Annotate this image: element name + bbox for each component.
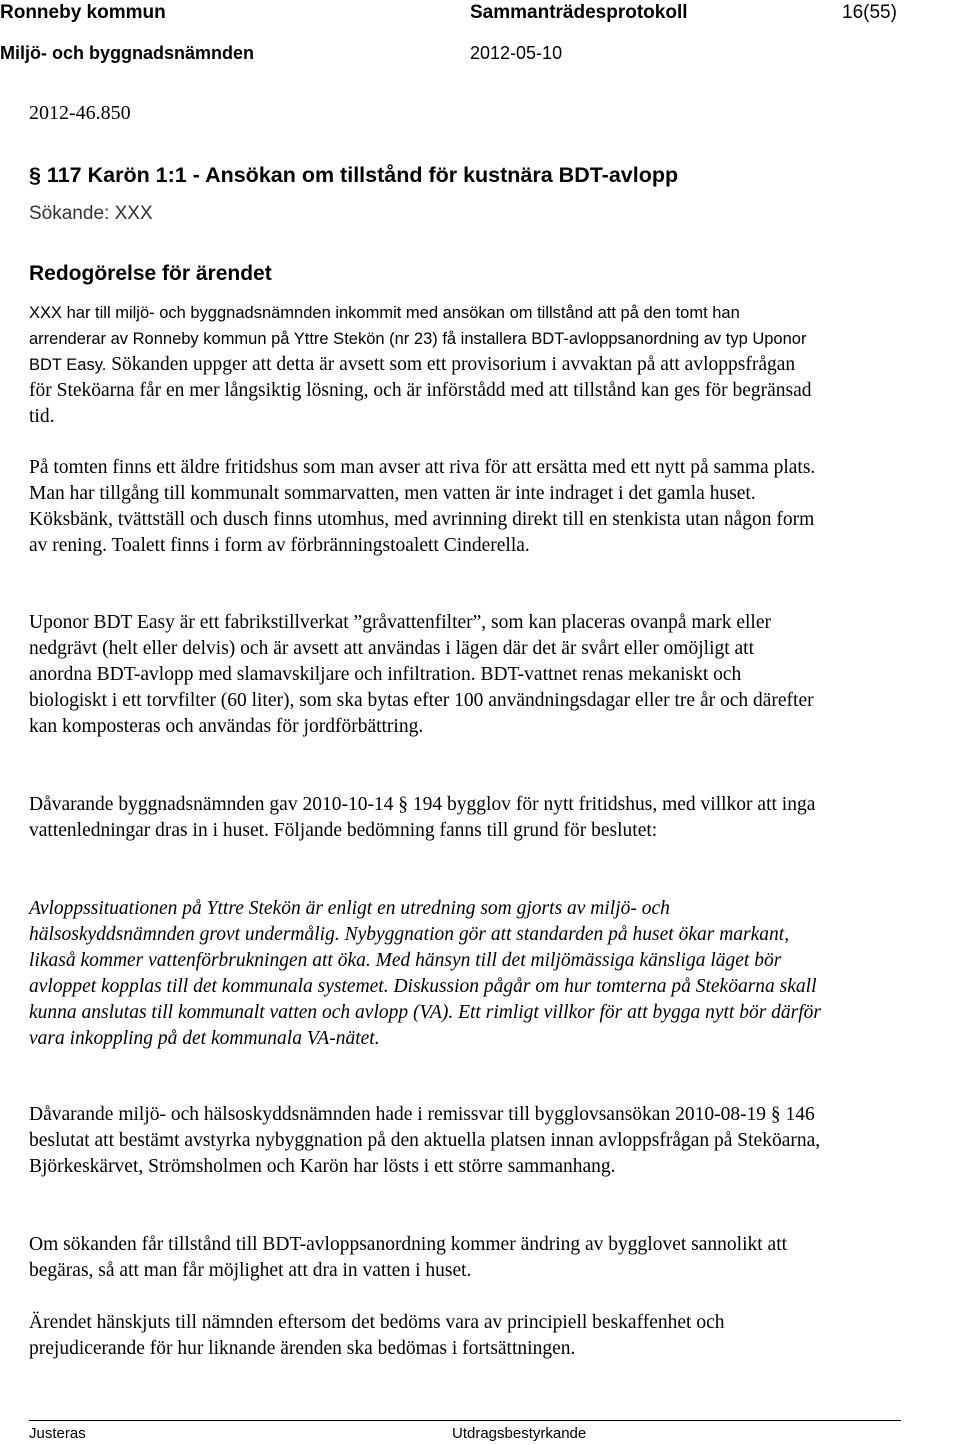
applicant: Sökande: XXX [29, 203, 153, 224]
paragraph-6: Om sökanden får tillstånd till BDT-avloppsanordning kommer ändring av bygglovet sannolikt att begäras, så att man får möjlighet att dra in vatten i huset. [29, 1234, 788, 1281]
paragraph-7: Ärendet hänskjuts till nämnden eftersom det bedöms vara av principiell beskaffenhet och prejudicerande för hur liknande ärenden ska bedömas i fortsättningen. [29, 1312, 725, 1359]
committee-name: Miljö- och byggnadsnämnden [0, 43, 255, 63]
document-type: Sammanträdesprotokoll [470, 2, 688, 23]
footer-divider [29, 1420, 901, 1421]
paragraph-5: Dåvarande miljö- och hälsoskyddsnämnden hade i remissvar till bygglovsansökan 2010-08-19 § 146 beslutat att bestämt avstyrka nybyggnation på den aktuella platsen innan avloppsfrågan på Steköarna, Björkeskärvet, Strömsholmen och Karön har lösts i ett större sammanhang. [29, 1104, 821, 1177]
section-title: § 117 Karön 1:1 - Ansökan om tillstånd för kustnära BDT-avlopp [29, 163, 679, 187]
footer-utdragsbestyrkande: Utdragsbestyrkande [452, 1425, 587, 1442]
paragraph-4: Dåvarande byggnadsnämnden gav 2010-10-14 § 194 bygglov för nytt fritidshus, med villkor att inga vattenledningar dras in i huset. Följande bedömning fanns till grund för beslutet: [29, 794, 816, 841]
page-number: 16(55) [842, 2, 897, 23]
paragraph-1-rest: Sökanden uppger att detta är avsett som ett provisorium i avvaktan på att avloppsfrågan för Steköarna får en mer långsiktig lösning, och är införstådd med att tillstånd kan ges för begränsad tid. [29, 354, 812, 427]
paragraph-3: Uponor BDT Easy är ett fabrikstillverkat ”gråvattenfilter”, som kan placeras ovanpå mark eller nedgrävt (helt eller delvis) och är avsett att användas i lägen där det är svårt eller omöjligt att anordna BDT-avlopp med slamavskiljare och infiltration. BDT-vattnet renas mekaniskt och biologiskt i ett torvfilter (60 liter), som ska bytas efter 100 användningsdagar eller tre år och därefter kan komposteras och användas för jordförbättring. [29, 612, 814, 737]
meeting-date: 2012-05-10 [470, 43, 563, 63]
org-name: Ronneby kommun [0, 2, 166, 23]
paragraph-2: På tomten finns ett äldre fritidshus som man avser att riva för att ersätta med ett nytt på samma plats. Man har tillgång till kommunalt sommarvatten, men vatten är inte indraget i det gamla huset. Köksbänk, tvättställ och dusch finns utomhus, med avrinning direkt till en stenkista utan någon form av rening. Toalett finns i form av förbränningstoalett Cinderella. [29, 457, 816, 556]
footer-justeras: Justeras [29, 1425, 86, 1442]
paragraph-1 [29, 300, 819, 430]
quoted-assessment: Avloppssituationen på Yttre Stekön är enligt en utredning som gjorts av miljö- och hälsoskyddsnämnden grovt undermålig. Nybyggnation gör att standarden på huset ökar markant, likaså kommer vattenförbrukningen att öka. Med hänsyn till det miljömässiga känsliga läget bör avloppet kopplas till det kommunala systemet. Diskussion pågår om hur tomterna på Steköarna skall kunna anslutas till kommunalt vatten och avlopp (VA). Ett rimligt villkor för att bygga nytt bör därför vara inkoppling på det kommunala VA-nätet. [29, 898, 822, 1049]
paragraph-1-intro: XXX har till miljö- och byggnadsnämnden inkommit med ansökan om tillstånd att på den tomt han arrenderar av Ronneby kommun på Yttre Stekön (nr 23) få installera BDT-avloppsanordning av typ Uponor BDT Easy. [29, 304, 807, 374]
section-heading: Redogörelse för ärendet [29, 262, 272, 285]
case-number: 2012-46.850 [29, 102, 131, 124]
